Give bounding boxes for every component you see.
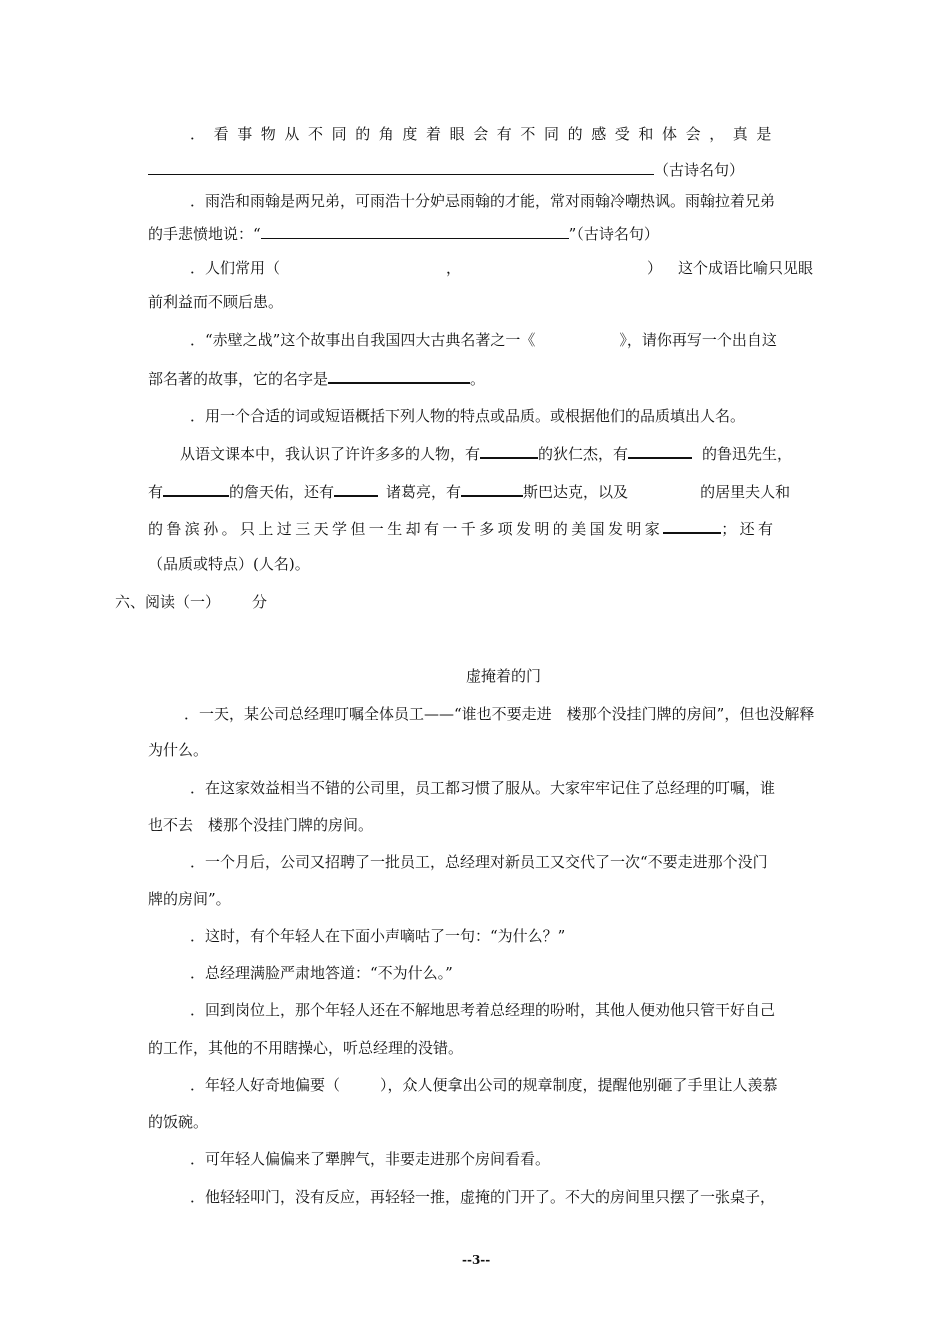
q4-line2-prefix: 部名著的故事，它的名字是 xyxy=(148,370,329,388)
passage-title: 虚掩着的门 xyxy=(466,667,542,685)
q2-answer-blank[interactable] xyxy=(261,224,569,239)
q5-c-suffix: ；还有 xyxy=(721,520,777,538)
q5-c-prefix: 的鲁滨孙。只上过三天学但一生却有一千多项发明的美国发明家 xyxy=(148,520,664,538)
q5-a-suffix: 的鲁迅先生， xyxy=(702,445,793,463)
q5-b-4: 斯巴达克，以及 xyxy=(523,483,629,501)
q3-line2-text: 前利益而不顾后患。 xyxy=(148,293,284,311)
q3-comma: ， xyxy=(446,259,462,277)
q5-blank-5[interactable] xyxy=(461,481,523,497)
q4-answer-blank[interactable] xyxy=(328,368,470,384)
section-6-score: 分 xyxy=(252,593,268,611)
q5-line4 xyxy=(148,518,776,539)
passage-p1-l2: 为什么。 xyxy=(148,741,209,759)
q4-line2-suffix: 。 xyxy=(470,370,486,388)
passage-p7-prefix: ．年轻人好奇地偏要（ xyxy=(190,1076,341,1094)
q2-text: ．雨浩和雨翰是两兄弟，可雨浩十分妒忌雨翰的才能，常对雨翰冷嘲热讽。雨翰拉着兄弟 xyxy=(190,192,776,210)
q5-d: （品质或特点）(人名)。 xyxy=(148,555,310,573)
q4-suffix: 》，请你再写一个出自这 xyxy=(619,331,777,349)
q4-prefix: ．“赤壁之战”这个故事出自我国四大古典名著之一《 xyxy=(190,331,536,349)
passage-p2-l2: 也不去 楼那个没挂门牌的房间。 xyxy=(148,816,374,834)
q5-instruction: ．用一个合适的词或短语概括下列人物的特点或品质。或根据他们的品质填出人名。 xyxy=(190,407,746,425)
passage-p8: ．可年轻人偏偏来了犟脾气，非要走进那个房间看看。 xyxy=(190,1150,551,1168)
q5-b-1: 有 xyxy=(148,483,164,501)
q2-prefix: 的手悲愤地说：“ xyxy=(148,225,261,243)
q1-text: ．看事物从不同的角度着眼会有不同的感受和体会，真是 xyxy=(190,125,781,143)
q5-a-prefix: 从语文课本中，我认识了许许多多的人物，有 xyxy=(180,445,481,463)
q3-line1 xyxy=(190,258,813,278)
q5-line5 xyxy=(148,554,310,574)
q1-suffix: （古诗名句） xyxy=(654,161,745,179)
passage-p3-l2: 牌的房间”。 xyxy=(148,890,231,908)
q5-line2 xyxy=(180,443,792,464)
q1-line2 xyxy=(148,160,744,180)
q1-answer-blank[interactable] xyxy=(148,160,654,175)
q5-blank-2[interactable] xyxy=(628,443,692,459)
q5-line3 xyxy=(148,481,790,502)
q5-a-mid: 的狄仁杰，有 xyxy=(538,445,629,463)
passage-p4: ．这时，有个年轻人在下面小声嘀咕了一句：“为什么？” xyxy=(190,927,566,945)
passage-p6-l2: 的工作，其他的不用瞎操心，听总经理的没错。 xyxy=(148,1039,464,1057)
q5-b-5: 的居里夫人和 xyxy=(700,483,791,501)
q4-line1 xyxy=(190,330,777,350)
q1-line1 xyxy=(190,124,780,144)
q3-prefix: ．人们常用（ xyxy=(190,259,281,277)
q5-b-2: 的詹天佑，还有 xyxy=(229,483,335,501)
q5-blank-4[interactable] xyxy=(334,481,378,497)
q3-line2 xyxy=(148,292,283,312)
q5-line1 xyxy=(190,406,745,426)
q4-line2 xyxy=(148,368,485,389)
passage-p3-l1: ．一个月后，公司又招聘了一批员工，总经理对新员工又交代了一次“不要走进那个没门 xyxy=(190,853,768,871)
passage-p6-l1: ．回到岗位上，那个年轻人还在不解地思考着总经理的吩咐，其他人便劝他只管干好自己 xyxy=(190,1001,776,1019)
passage-p7-l1 xyxy=(190,1075,778,1095)
section-6-heading xyxy=(115,592,267,612)
passage-p2-l1: ．在这家效益相当不错的公司里，员工都习惯了服从。大家牢牢记住了总经理的叮嘱，谁 xyxy=(190,779,776,797)
passage-p5: ．总经理满脸严肃地答道：“不为什么。” xyxy=(190,964,453,982)
passage-p7-suffix: ），众人便拿出公司的规章制度，提醒他别砸了手里让人羡慕 xyxy=(380,1076,778,1094)
q3-suffix: 这个成语比喻只见眼 xyxy=(678,259,814,277)
passage-p1-l1: ．一天，某公司总经理叮嘱全体员工——“谁也不要走进 楼那个没挂门牌的房间”，但也没解释 xyxy=(184,705,815,723)
q5-blank-1[interactable] xyxy=(480,443,538,459)
q3-close: ） xyxy=(647,259,663,277)
section-6-title: 六、阅读（一） xyxy=(115,593,221,611)
page-number: --3-- xyxy=(462,1253,491,1267)
q2-suffix: ”（古诗名句） xyxy=(568,225,659,243)
q2-line1 xyxy=(190,191,775,211)
q5-blank-6[interactable] xyxy=(663,518,721,534)
q5-b-3: 诸葛亮，有 xyxy=(386,483,462,501)
q2-line2 xyxy=(148,224,659,244)
q5-blank-3[interactable] xyxy=(163,481,229,497)
passage-p9: ．他轻轻叩门，没有反应，再轻轻一推，虚掩的门开了。不大的房间里只摆了一张桌子， xyxy=(190,1188,776,1206)
passage-p7-l2: 的饭碗。 xyxy=(148,1113,209,1131)
